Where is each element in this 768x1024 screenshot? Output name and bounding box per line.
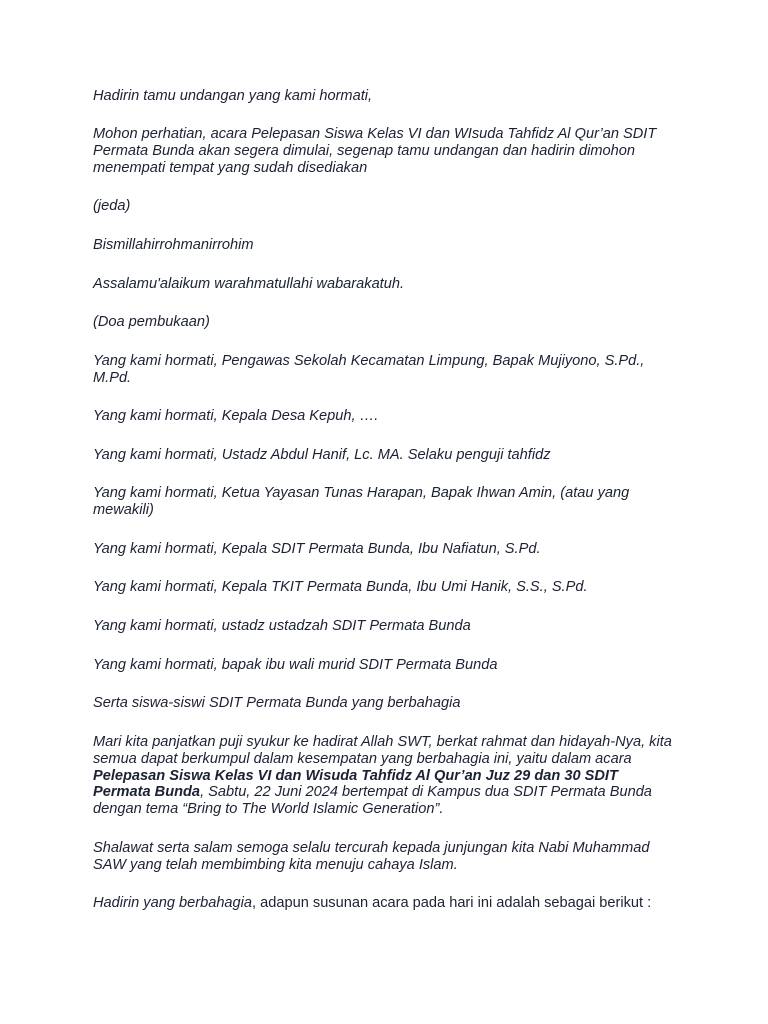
gratitude-paragraph <box>93 734 673 818</box>
honor-paragraph-5: Yang kami hormati, Kepala SDIT Permata Bunda, Ibu Nafiatun, S.Pd. <box>93 541 541 557</box>
pause-paragraph: (jeda) <box>93 198 131 214</box>
students-paragraph: Serta siswa-siswi SDIT Permata Bunda yang berbahagia <box>93 695 461 711</box>
gratitude-text-end: , Sabtu, 22 Juni 2024 bertempat di Kampus dua SDIT Permata Bunda dengan tema “Bring to The World Islamic Generation”. <box>93 784 652 818</box>
shalawat-paragraph: Shalawat serta salam semoga selalu tercurah kepada junjungan kita Nabi Muhammad SAW yang telah membimbing kita menuju cahaya Islam. <box>93 840 650 873</box>
honor-paragraph-3: Yang kami hormati, Ustadz Abdul Hanif, Lc. MA. Selaku penguji tahfidz <box>93 447 551 463</box>
salam-paragraph: Assalamu'alaikum warahmatullahi wabarakatuh. <box>93 276 405 292</box>
honor-paragraph-6: Yang kami hormati, Kepala TKIT Permata Bunda, Ibu Umi Hanik, S.S., S.Pd. <box>93 579 588 595</box>
honor-paragraph-2: Yang kami hormati, Kepala Desa Kepuh, …. <box>93 408 379 424</box>
opening-prayer-paragraph: (Doa pembukaan) <box>93 314 210 330</box>
greeting-paragraph: Hadirin tamu undangan yang kami hormati, <box>93 88 373 104</box>
gratitude-text-start: Mari kita panjatkan puji syukur ke hadirat Allah SWT, berkat rahmat dan hidayah-Nya, kita semua dapat berkumpul dalam kesempatan yang berbahagia ini, yaitu dalam acara <box>93 734 672 767</box>
event-name-bold: Pelepasan Siswa Kelas VI dan Wisuda Tahfidz Al Qur’an Juz 29 dan 30 SDIT Permata Bunda <box>93 767 618 801</box>
announcement-paragraph: Mohon perhatian, acara Pelepasan Siswa Kelas VI dan WIsuda Tahfidz Al Qur’an SDIT Permata Bunda akan segera dimulai, segenap tamu undangan dan hadirin dimohon menempati tempat yang sudah disediakan <box>93 126 657 176</box>
honor-paragraph-1: Yang kami hormati, Pengawas Sekolah Kecamatan Limpung, Bapak Mujiyono, S.Pd., M.Pd. <box>93 353 645 386</box>
agenda-intro-paragraph <box>93 895 673 912</box>
agenda-intro-italic: Hadirin yang berbahagia <box>93 895 253 911</box>
honor-paragraph-8: Yang kami hormati, bapak ibu wali murid SDIT Permata Bunda <box>93 657 498 673</box>
honor-paragraph-7: Yang kami hormati, ustadz ustadzah SDIT Permata Bunda <box>93 618 471 634</box>
basmalah-paragraph: Bismillahirrohmanirrohim <box>93 237 254 253</box>
honor-paragraph-4: Yang kami hormati, Ketua Yayasan Tunas Harapan, Bapak Ihwan Amin, (atau yang mewakili) <box>93 485 630 518</box>
agenda-intro-normal: , adapun susunan acara pada hari ini adalah sebagai berikut : <box>252 895 652 911</box>
